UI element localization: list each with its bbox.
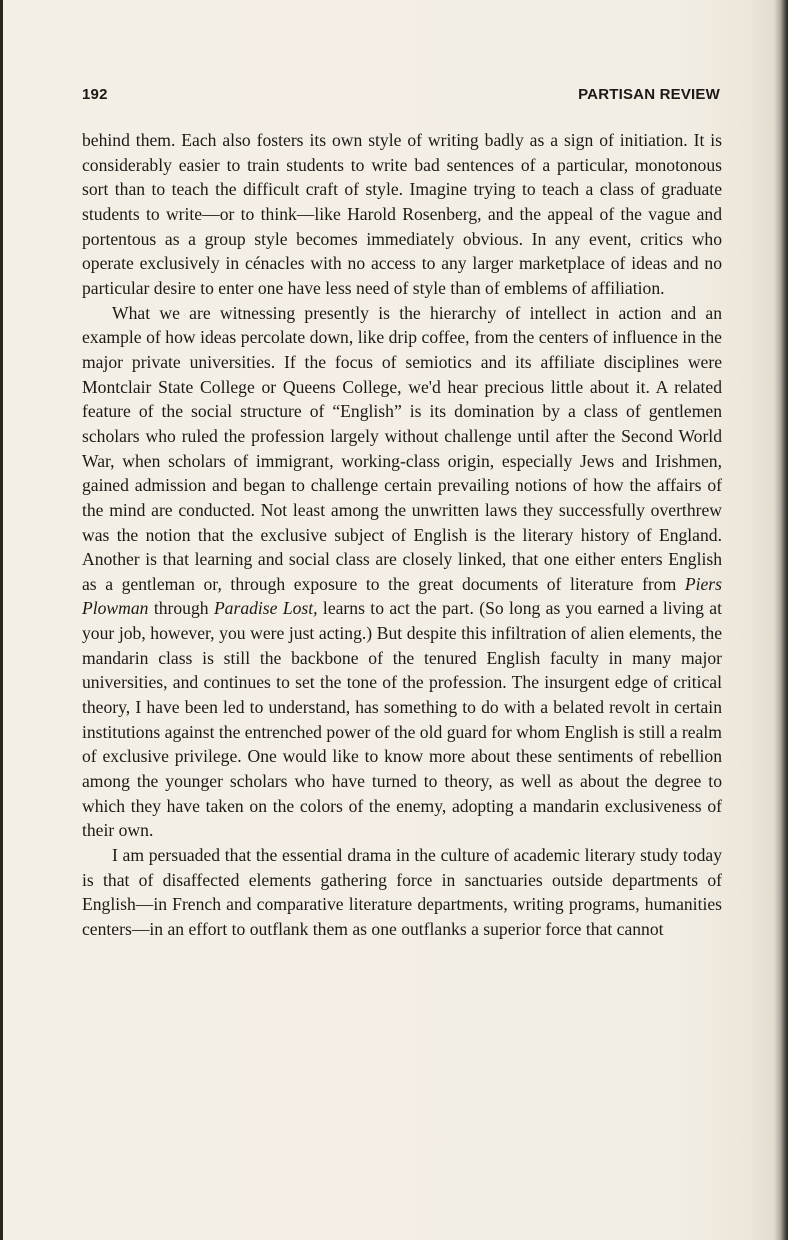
page-header <box>82 86 720 108</box>
paragraph-2-text-a: What we are witnessing presently is the hierarchy of intellect in action and an example of how ideas percolate down, like drip coffee, from the centers of influence in the major private universities. If the focus of semiotics and its affiliate disciplines were Montclair State College or Queens College, we'd hear precious little about it. A related feature of the social structure of “English” is its domination by a class of gentlemen scholars who ruled the profession largely without challenge until after the Second World War, when scholars of immigrant, working-class origin, especially Jews and Irishmen, gained admission and began to challenge certain prevailing notions of how the affairs of the mind are conducted. Not least among the unwritten laws they successfully overthrew was the notion that the exclusive subject of English is the literary history of England. Another is that learning and social class are closely linked, that one either enters English as a gentleman or, through exposure to the great documents of literature from <box>82 302 722 594</box>
book-spine-shadow <box>774 0 788 1240</box>
running-head: PARTISAN REVIEW <box>578 86 720 103</box>
book-title-paradise-lost: Paradise Lost, <box>213 598 318 619</box>
page-left-edge <box>0 0 3 1240</box>
paragraph-1: behind them. Each also fosters its own style of writing badly as a sign of initiation. It is considerably easier to train students to write bad sentences of a particular, monotonous sort than to teach the difficult craft of style. Imagine trying to teach a class of graduate students to write—or to think—like Harold Rosenberg, and the appeal of the vague and portentous as a group style becomes immediately obvious. In any event, critics who operate exclusively in cénacles with no access to any larger marketplace of ideas and no particular desire to enter one have less need of style than of emblems of affiliation. <box>82 130 722 298</box>
paragraph-2-text-b: through <box>148 598 214 619</box>
body-text <box>82 128 722 942</box>
book-title-piers-plowman: Piers Plowman <box>82 573 722 619</box>
page-number: 192 <box>82 86 108 103</box>
paragraph-2 <box>82 301 722 843</box>
paragraph-3: I am persuaded that the essential drama in the culture of academic literary study today is that of disaffected elements gathering force in sanctuaries outside departments of English—in French and comparative literature departments, writing programs, humanities centers—in an effort to outflank them as one outflanks a superior force that cannot <box>82 845 722 939</box>
paragraph-2-text-c: learns to act the part. (So long as you earned a living at your job, however, you were just acting.) But despite this infiltration of alien elements, the mandarin class is still the backbone of the tenured English faculty in many major universities, and continues to set the tone of the profession. The insurgent edge of critical theory, I have been led to understand, has something to do with a belated revolt in certain institutions against the entrenched power of the old guard for whom English is still a realm of exclusive privilege. One would like to know more about these sentiments of rebellion among the younger scholars who have turned to theory, as well as about the degree to which they have taken on the colors of the enemy, adopting a mandarin exclusiveness of their own. <box>82 598 722 841</box>
